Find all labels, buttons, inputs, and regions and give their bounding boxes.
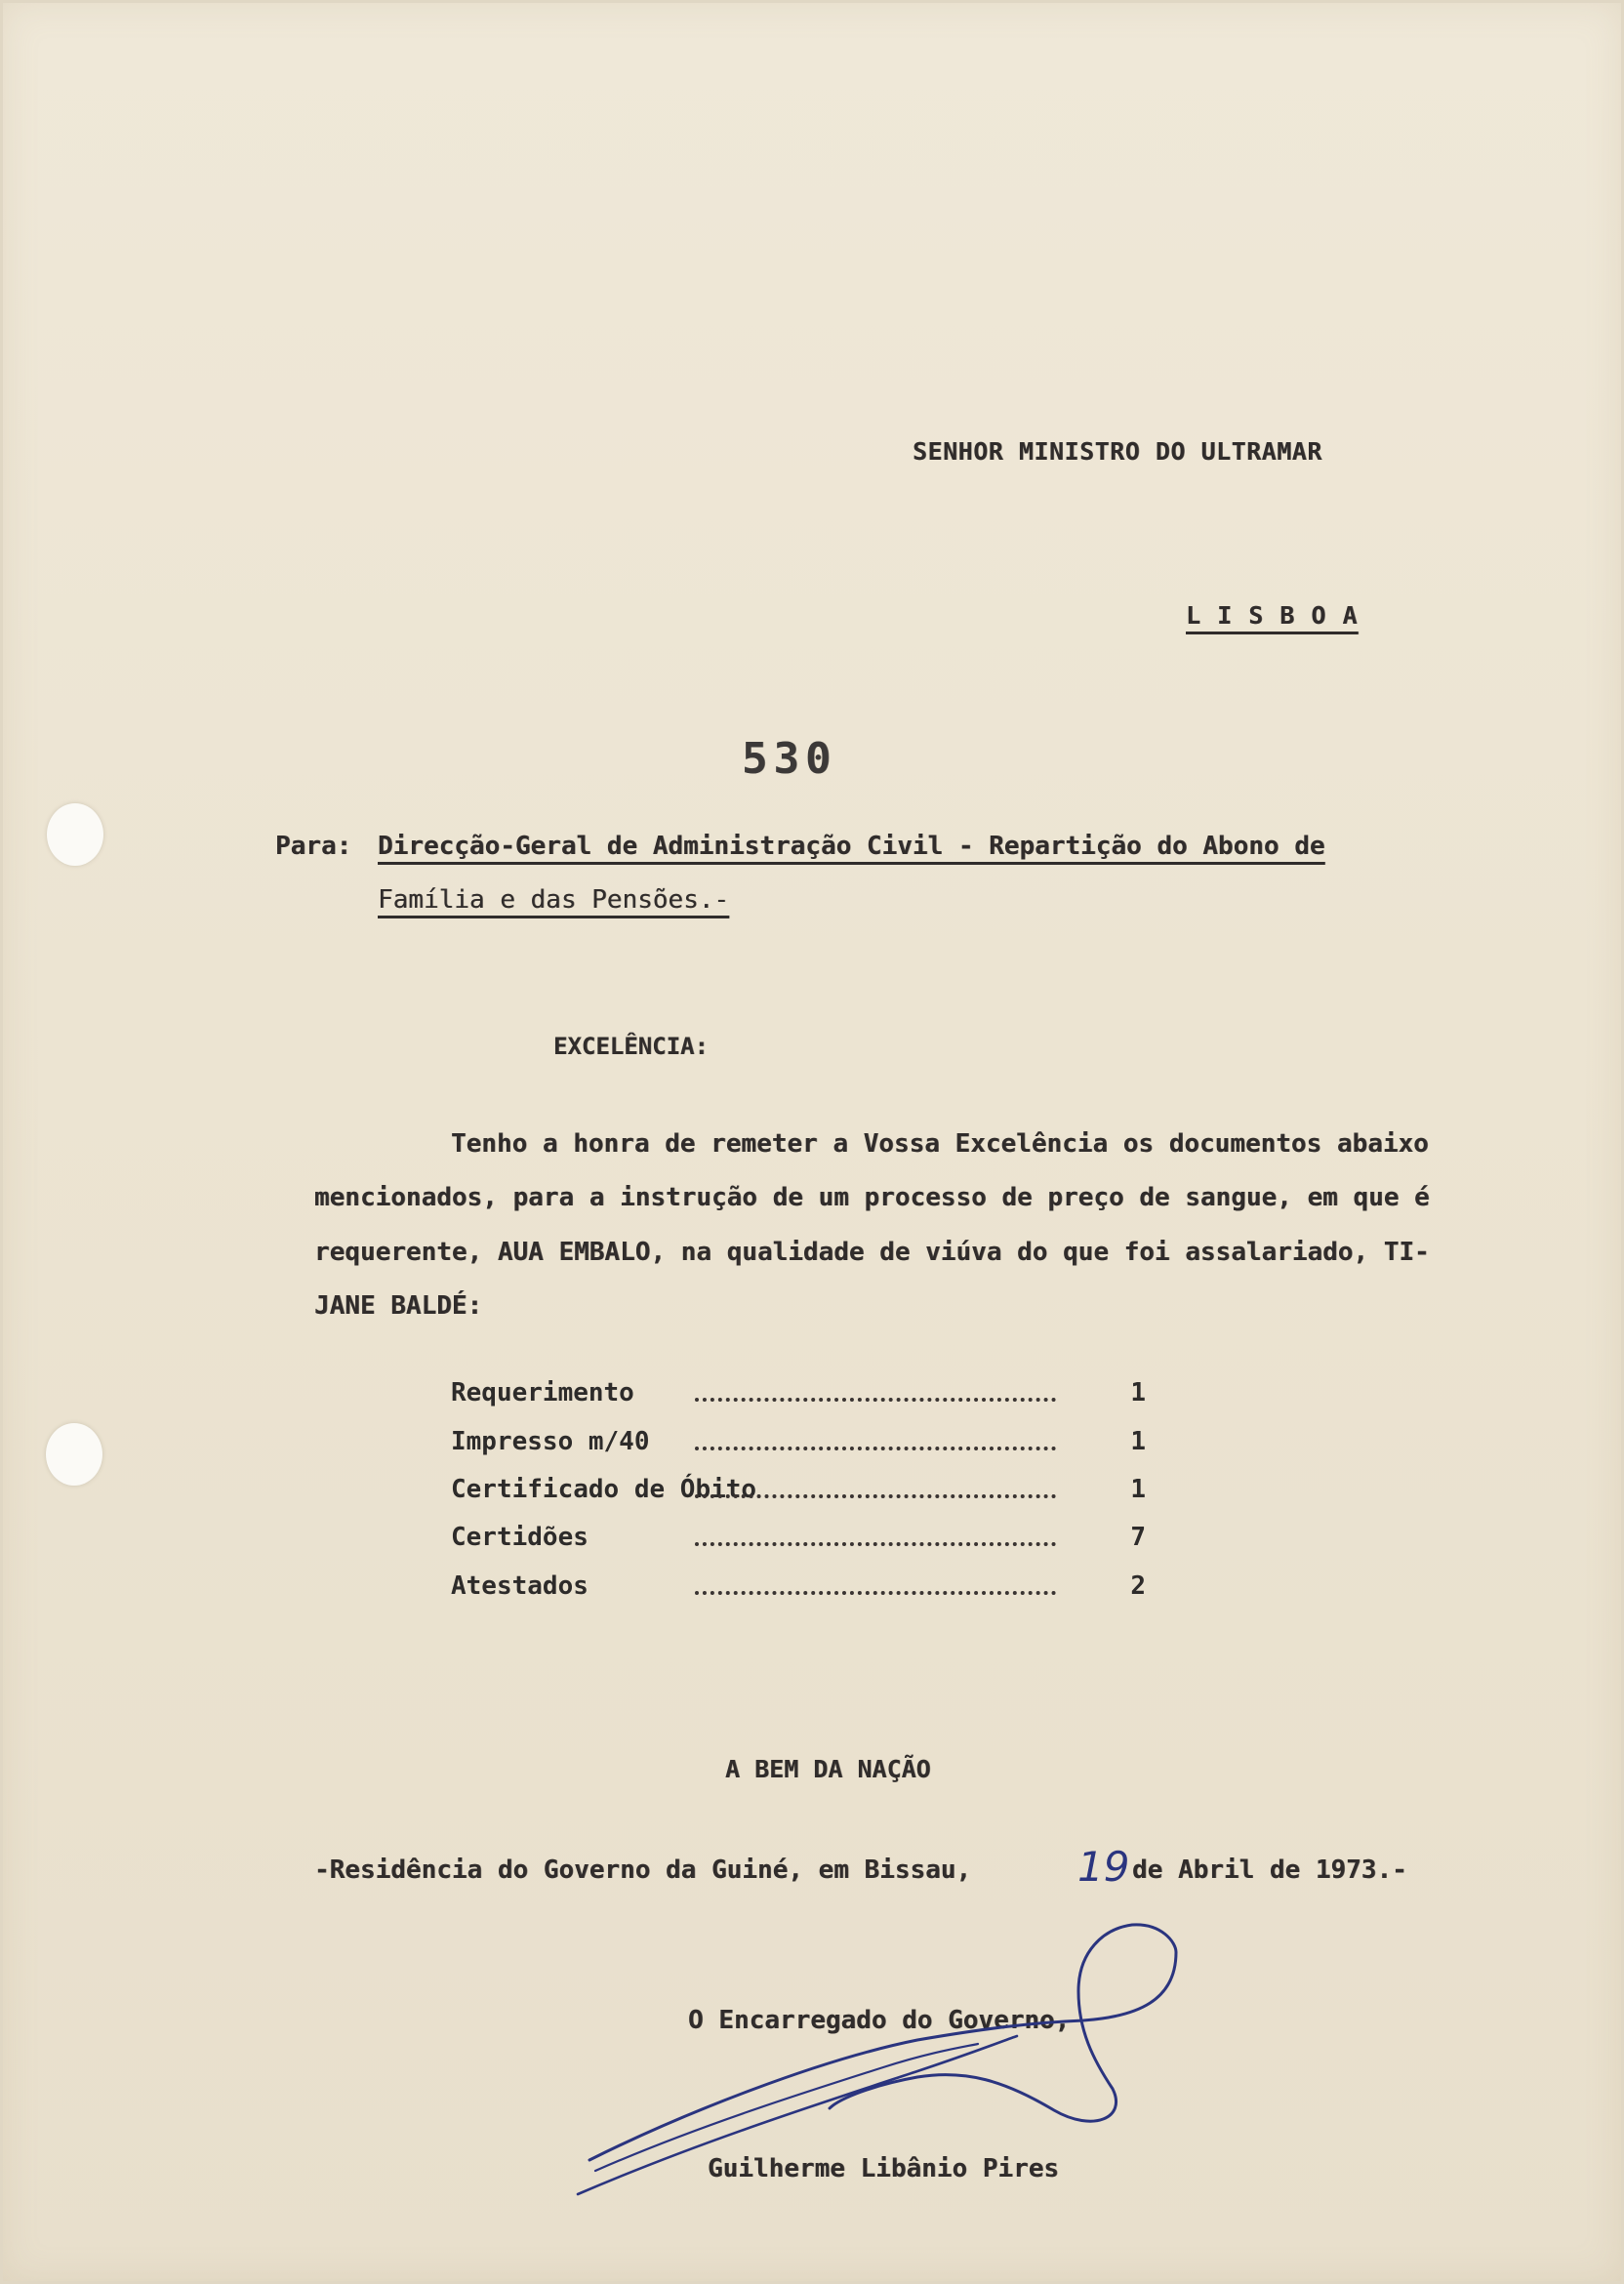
para-line-2: Família e das Pensões.- <box>378 885 730 915</box>
dot-leader <box>695 1447 1056 1450</box>
dot-leader <box>695 1398 1056 1402</box>
document-list-item <box>451 1427 1163 1468</box>
body-line-2: mencionados, para a instrução de um processo de preço de sangue, em que é <box>314 1183 1430 1212</box>
document-list-item <box>451 1475 1163 1516</box>
para-line-1: Direcção-Geral de Administração Civil - Repartição do Abono de <box>378 832 1325 861</box>
document-quantity: 1 <box>1130 1427 1146 1456</box>
signature-stroke <box>595 2044 978 2171</box>
document-quantity: 7 <box>1130 1523 1146 1552</box>
dot-leader <box>695 1591 1056 1595</box>
document-label: Certificado de Óbito <box>451 1475 757 1504</box>
document-label: Certidões <box>451 1523 589 1552</box>
official-role: O Encarregado do Governo, <box>688 2006 1071 2035</box>
document-label: Atestados <box>451 1571 589 1601</box>
document-list-item <box>451 1378 1163 1419</box>
document-list-item <box>451 1523 1163 1564</box>
signature-stroke <box>589 1925 1176 2160</box>
closing-motto: A BEM DA NAÇÃO <box>725 1755 931 1783</box>
body-line-3: requerente, AUA EMBALO, na qualidade de viúva do que foi assalariado, TI- <box>314 1238 1430 1267</box>
dot-leader <box>695 1494 1056 1498</box>
document-label: Impresso m/40 <box>451 1427 650 1456</box>
destination-city: L I S B O A <box>1186 601 1359 630</box>
document-number: 530 <box>742 734 837 784</box>
punch-hole-top <box>47 803 103 866</box>
salutation: EXCELÊNCIA: <box>553 1033 709 1060</box>
document-list-item <box>451 1571 1163 1612</box>
dot-leader <box>695 1542 1056 1546</box>
body-line-1: Tenho a honra de remeter a Vossa Excelência os documentos abaixo <box>451 1129 1429 1159</box>
punch-hole-bottom <box>46 1423 102 1486</box>
recipient-title: SENHOR MINISTRO DO ULTRAMAR <box>913 437 1322 466</box>
para-label: Para: <box>275 832 352 861</box>
document-label: Requerimento <box>451 1378 634 1407</box>
official-name: Guilherme Libânio Pires <box>708 2154 1060 2183</box>
document-quantity: 2 <box>1130 1571 1146 1601</box>
place-date-suffix: de Abril de 1973.- <box>1132 1856 1407 1885</box>
place-date-prefix: -Residência do Governo da Guiné, em Bissau, <box>314 1856 972 1885</box>
document-quantity: 1 <box>1130 1378 1146 1407</box>
document-quantity: 1 <box>1130 1475 1146 1504</box>
handwritten-day: 19 <box>1077 1843 1130 1891</box>
body-line-4: JANE BALDÉ: <box>314 1291 483 1321</box>
